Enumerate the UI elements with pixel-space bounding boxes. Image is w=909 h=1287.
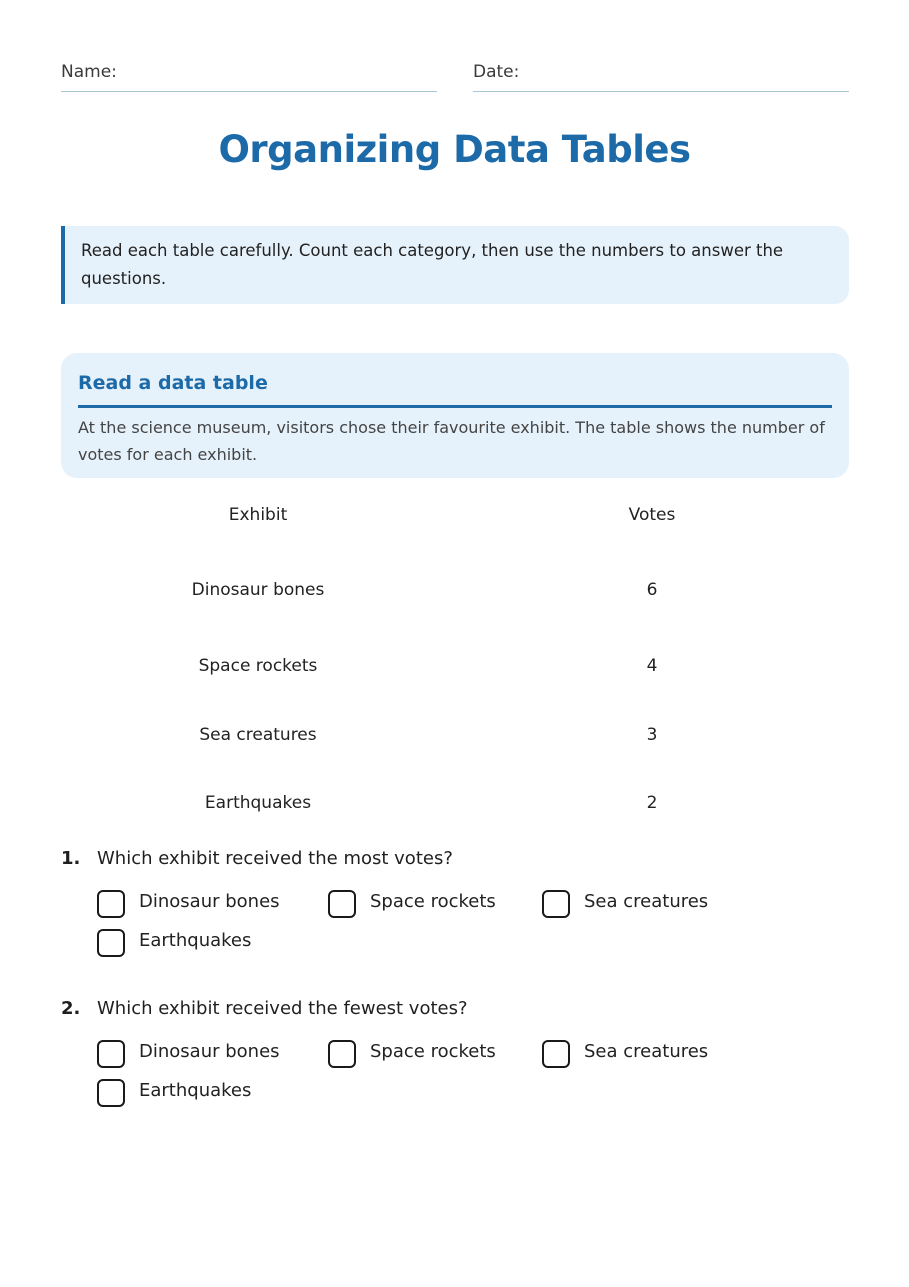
option-dinosaur-bones[interactable] [97,1038,280,1070]
table-row [61,701,849,770]
checkbox[interactable] [328,1040,356,1068]
question-text: Which exhibit received the fewest votes? [97,998,468,1019]
section-panel [61,353,849,478]
exhibit-cell: Dinosaur bones [191,580,325,600]
option-sea-creatures[interactable] [542,888,708,920]
option-label: Sea creatures [584,1040,709,1062]
exhibit-cell: Space rockets [198,656,318,677]
option-earthquakes[interactable] [97,1077,251,1109]
votes-cell: 3 [646,724,658,745]
checkbox[interactable] [97,1079,125,1107]
date-label: Date: [473,62,520,82]
data-table [61,494,849,838]
checkbox[interactable] [542,1040,570,1068]
votes-cell: 4 [646,656,658,677]
name-field[interactable] [61,60,437,92]
checkbox[interactable] [97,929,125,957]
option-label: Dinosaur bones [139,890,280,912]
option-label: Space rockets [370,890,496,912]
question-1 [61,846,849,951]
option-space-rockets[interactable] [328,1038,496,1070]
name-label: Name: [61,62,117,82]
option-label: Dinosaur bones [139,1040,280,1062]
section-title: Read a data table [78,372,268,394]
option-label: Space rockets [370,1040,496,1062]
option-label: Earthquakes [139,1079,252,1101]
exhibit-cell: Sea creatures [199,724,317,745]
checkbox[interactable] [328,890,356,918]
instructions-callout: Read each table carefully. Count each category, then use the numbers to answer the questions. [61,226,849,304]
date-field[interactable] [473,60,849,92]
option-space-rockets[interactable] [328,888,496,920]
section-description: At the science museum, visitors chose their favourite exhibit. The table shows the number of votes for each exhibit. [78,418,825,464]
checkbox[interactable] [542,890,570,918]
table-row [61,632,849,701]
column-header-exhibit: Exhibit [228,505,288,525]
option-label: Sea creatures [584,890,709,912]
checkbox[interactable] [97,890,125,918]
column-header-votes: Votes [628,505,676,525]
table-header-row [61,494,849,536]
option-sea-creatures[interactable] [542,1038,708,1070]
option-earthquakes[interactable] [97,927,251,959]
table-row [61,536,849,632]
checkbox[interactable] [97,1040,125,1068]
option-dinosaur-bones[interactable] [97,888,280,920]
section-divider [78,405,832,408]
table-row [61,769,849,838]
question-text: Which exhibit received the most votes? [97,848,453,869]
question-number: 2. [61,998,81,1019]
option-label: Earthquakes [139,929,252,951]
question-number: 1. [61,848,81,869]
votes-cell: 6 [646,580,658,600]
votes-cell: 2 [646,793,658,814]
question-2 [61,996,849,1101]
exhibit-cell: Earthquakes [204,793,312,814]
page-title: Organizing Data Tables [218,128,691,171]
